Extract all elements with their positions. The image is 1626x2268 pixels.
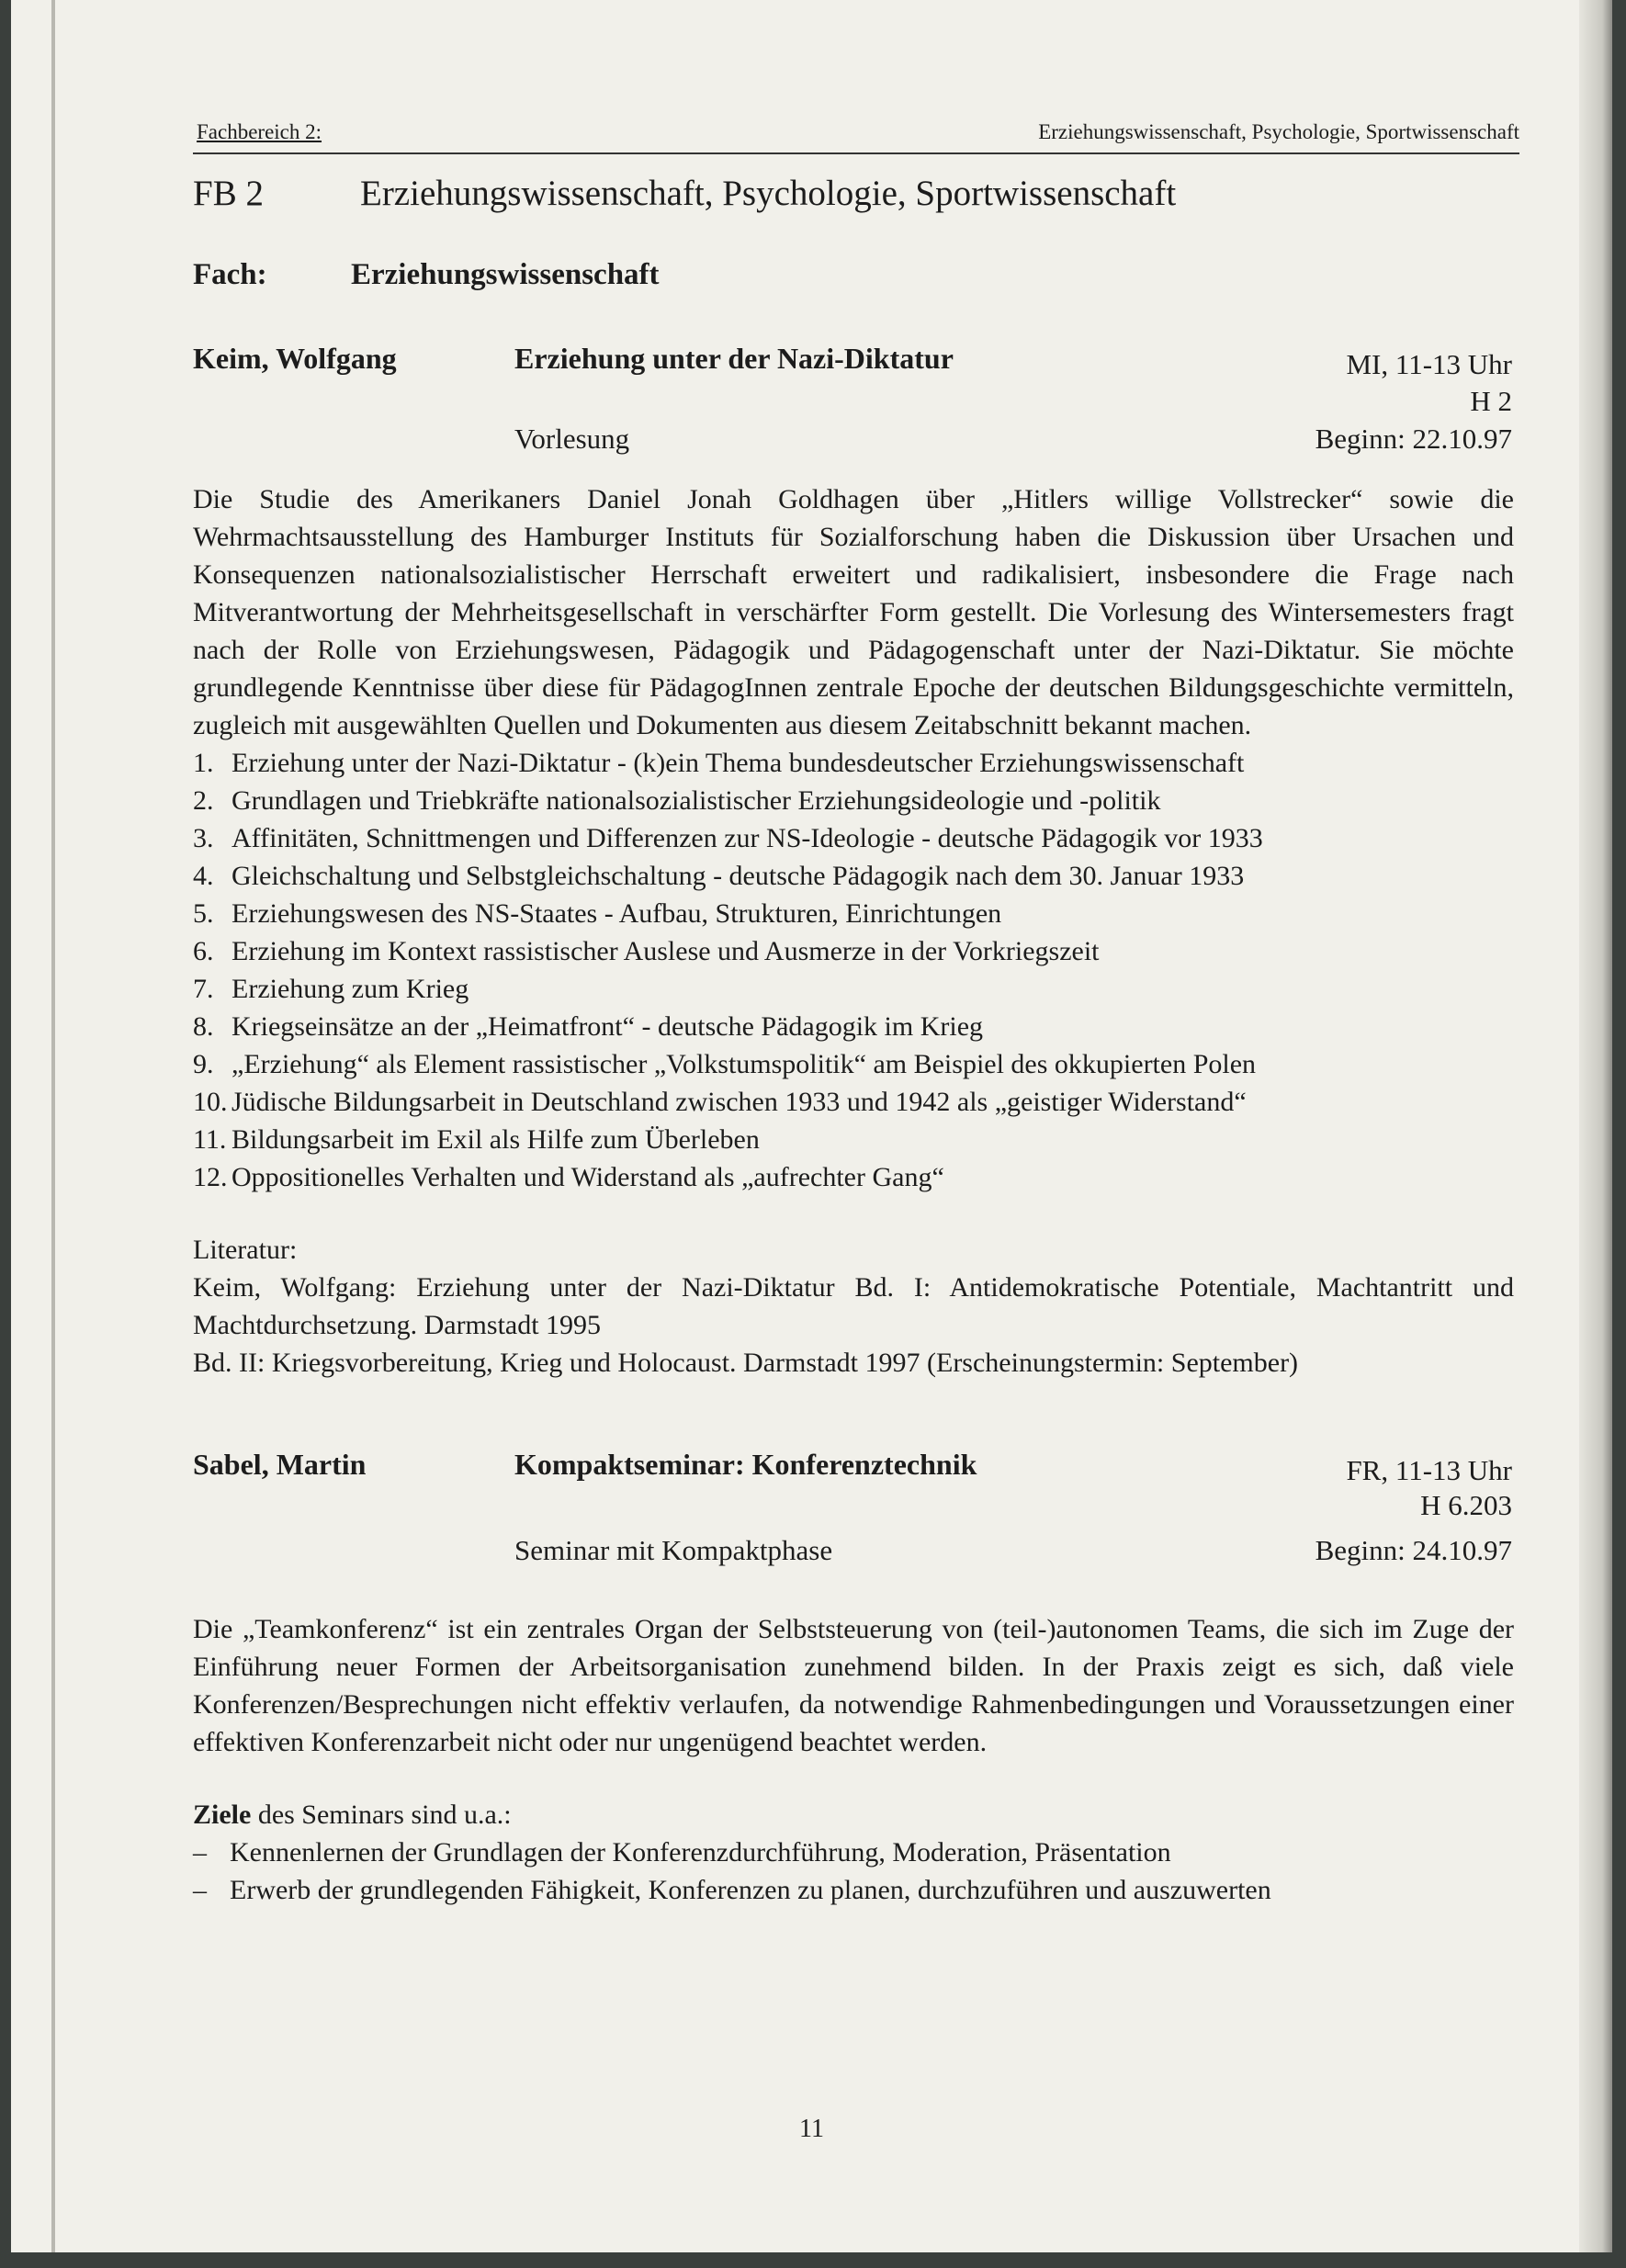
dash-bullet: – [193, 1837, 207, 1867]
course-type: Seminar mit Kompaktphase [514, 1534, 833, 1566]
course-entry-keim [193, 340, 1514, 1382]
list-item [193, 744, 1514, 782]
topic-text: Jüdische Bildungsarbeit in Deutschland zwischen 1933 und 1942 als „geistiger Widerstand“ [231, 1087, 1247, 1117]
topic-number: 5. [193, 898, 214, 929]
faculty-code: FB 2 [193, 174, 264, 213]
running-header [193, 108, 1519, 154]
course-begin: Beginn: 24.10.97 [1315, 1534, 1512, 1566]
page-content [193, 108, 1519, 1909]
course-description: Die „Teamkonferenz“ ist ein zentrales Organ der Selbststeuerung von (teil-)autonomen Teams, die sich im Zuge der Einführung neuer Formen der Arbeitsorganisation zunehmend bilden. In der Praxis zeigt es sich, daß viele Konferenzen/Besprechungen nicht effektiv verlaufen, da notwendige Rahmenbedingungen und Voraussetzungen einer effektiven Konferenzarbeit nicht oder nur ungenügend beachtet werden. [193, 1614, 1514, 1757]
topic-number: 12. [193, 1162, 228, 1192]
list-item [193, 1871, 1514, 1909]
list-item [193, 1158, 1514, 1196]
topic-text: Erziehungswesen des NS-Staates - Aufbau, Strukturen, Einrichtungen [231, 898, 1002, 929]
topic-text: Affinitäten, Schnittmengen und Differenzen zur NS-Ideologie - deutsche Pädagogik vor 1933 [231, 823, 1263, 853]
topic-number: 11. [193, 1124, 227, 1155]
literature-entry: Keim, Wolfgang: Erziehung unter der Nazi-Diktatur Bd. I: Antidemokratische Potentiale, Machtantritt und Machtdurchsetzung. Darmstadt 1995 [193, 1272, 1514, 1340]
topic-number: 2. [193, 785, 214, 816]
header-department: Fachbereich 2: [197, 120, 322, 143]
literature-entry: Bd. II: Kriegsvorbereitung, Krieg und Holocaust. Darmstadt 1997 (Erscheinungstermin: September) [193, 1348, 1299, 1378]
course-title: Kompaktseminar: Konferenztechnik [514, 1448, 977, 1481]
goal-text: Kennenlernen der Grundlagen der Konferenzdurchführung, Moderation, Präsentation [230, 1837, 1171, 1867]
list-item [193, 782, 1514, 819]
topic-number: 1. [193, 748, 214, 778]
list-item [193, 1083, 1514, 1121]
list-item [193, 1045, 1514, 1083]
course-type: Vorlesung [514, 423, 630, 455]
faculty-title [193, 175, 1514, 212]
document-page [11, 0, 1612, 2252]
topic-text: Erziehung unter der Nazi-Diktatur - (k)ein Thema bundesdeutscher Erziehungswissenschaft [231, 748, 1245, 778]
list-item [193, 895, 1514, 932]
course-time: FR, 11-13 Uhr [1346, 1454, 1512, 1486]
course-entry-sabel [193, 1446, 1514, 1909]
topic-number: 9. [193, 1049, 214, 1079]
goal-text: Erwerb der grundlegenden Fähigkeit, Konferenzen zu planen, durchzuführen und auszuwerten [230, 1875, 1271, 1905]
course-room: H 2 [1470, 385, 1512, 417]
faculty-name: Erziehungswissenschaft, Psychologie, Sportwissenschaft [360, 174, 1177, 213]
course-type-row [193, 420, 1514, 460]
list-item [193, 819, 1514, 857]
topic-number: 4. [193, 861, 214, 891]
goals-heading [193, 1796, 1514, 1834]
list-item [193, 932, 1514, 970]
course-time: MI, 11-13 Uhr [1346, 348, 1512, 380]
subject-heading [193, 256, 1514, 294]
topic-text: Kriegseinsätze an der „Heimatfront“ - deutsche Pädagogik im Krieg [231, 1011, 984, 1042]
course-title: Erziehung unter der Nazi-Diktatur [514, 342, 954, 375]
topic-number: 10. [193, 1087, 228, 1117]
page-number: 11 [799, 2115, 824, 2143]
list-item [193, 857, 1514, 895]
topic-text: Bildungsarbeit im Exil als Hilfe zum Überleben [231, 1124, 760, 1155]
goals-bold: Ziele [193, 1800, 252, 1830]
topic-list [193, 744, 1514, 1196]
course-heading [193, 1446, 1514, 1486]
course-type-row [193, 1531, 1514, 1572]
topic-number: 3. [193, 823, 214, 853]
course-room: H 6.203 [1420, 1489, 1512, 1521]
dash-bullet: – [193, 1875, 207, 1905]
list-item [193, 1121, 1514, 1158]
list-item [193, 970, 1514, 1008]
subject-value: Erziehungswissenschaft [351, 258, 660, 291]
topic-text: Grundlagen und Triebkräfte nationalsozialistischer Erziehungsideologie und -politik [231, 785, 1161, 816]
topic-text: Oppositionelles Verhalten und Widerstand als „aufrechter Gang“ [231, 1162, 944, 1192]
topic-text: Gleichschaltung und Selbstgleichschaltung - deutsche Pädagogik nach dem 30. Januar 1933 [231, 861, 1245, 891]
course-lecturer: Keim, Wolfgang [193, 342, 397, 375]
goals-list [193, 1834, 1514, 1909]
course-begin: Beginn: 22.10.97 [1315, 423, 1512, 455]
topic-text: Erziehung zum Krieg [231, 974, 469, 1004]
topic-number: 6. [193, 936, 214, 966]
topic-number: 8. [193, 1011, 214, 1042]
list-item [193, 1008, 1514, 1045]
course-description: Die Studie des Amerikaners Daniel Jonah Goldhagen über „Hitlers willige Vollstrecker“ sowie die Wehrmachtsausstellung des Hamburger Instituts für Sozialforschung haben die Diskussion über Ursachen und Konsequenzen nationalsozialistischer Herrschaft erweitert und radikalisiert, insbesondere die Frage nach Mitverantwortung der Mehrheitsgesellschaft in verschärfter Form gestellt. Die Vorlesung des Wintersemesters fragt nach der Rolle von Erziehungswesen, Pädagogik und Pädagogenschaft unter der Nazi-Diktatur. Sie möchte grundlegende Kenntnisse über diese für PädagogInnen zentrale Epoche der deutschen Bildungsgeschichte vermitteln, zugleich mit ausgewählten Quellen und Dokumenten aus diesem Zeitabschnitt bekannt machen. [193, 484, 1514, 740]
topic-number: 7. [193, 974, 214, 1004]
subject-label: Fach: [193, 258, 267, 291]
topic-text: Erziehung im Kontext rassistischer Auslese und Ausmerze in der Vorkriegszeit [231, 936, 1100, 966]
goals-rest: des Seminars sind u.a.: [251, 1800, 512, 1830]
course-lecturer: Sabel, Martin [193, 1448, 367, 1481]
course-heading [193, 340, 1514, 380]
topic-text: „Erziehung“ als Element rassistischer „Volkstumspolitik“ am Beispiel des okkupierten Polen [231, 1049, 1257, 1079]
header-subjects: Erziehungswissenschaft, Psychologie, Sportwissenschaft [1038, 120, 1519, 143]
list-item [193, 1834, 1514, 1871]
literature-label: Literatur: [193, 1235, 298, 1265]
